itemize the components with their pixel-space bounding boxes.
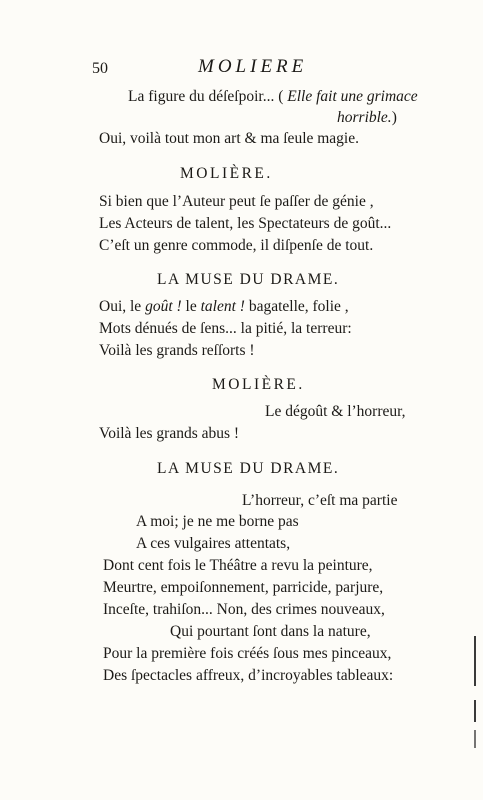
verse-line-1: [128, 89, 418, 105]
verse-line-3: Oui, voilà tout mon art & ma ſeule magie.: [99, 130, 359, 147]
speaker-heading: LA MUSE DU DRAME.: [157, 460, 340, 477]
page-edge-mark: [474, 730, 476, 748]
emphasis-text: goût !: [145, 298, 182, 315]
verse-line-14: A ces vulgaires attentats,: [136, 535, 291, 552]
verse-line-8: Mots dénués de ſens... la pitié, la terreur:: [99, 320, 352, 337]
verse-line-16: Meurtre, empoiſonnement, parricide, parjure,: [103, 579, 384, 596]
verse-line-20: Des ſpectacles affreux, d’incroyables tableaux:: [103, 667, 394, 684]
verse-line-10: Le dégoût & l’horreur,: [265, 403, 406, 420]
page-number: 50: [92, 60, 108, 77]
stage-direction: Elle fait une grimace: [287, 88, 418, 105]
page-edge-mark: [474, 700, 476, 722]
verse-text: bagatelle, folie ,: [248, 298, 349, 315]
speaker-heading: MOLIÈRE.: [180, 165, 273, 182]
verse-line-17: Inceſte, trahiſon... Non, des crimes nouveaux,: [103, 601, 385, 618]
verse-line-18: Qui pourtant ſont dans la nature,: [170, 623, 371, 640]
speaker-heading: MOLIÈRE.: [212, 376, 305, 393]
emphasis-text: talent !: [200, 298, 245, 315]
stage-direction-line: [337, 110, 397, 126]
verse-line-11: Voilà les grands abus !: [99, 425, 240, 442]
verse-line-4: Si bien que l’Auteur peut ſe paſſer de génie ,: [99, 193, 374, 210]
stage-direction-close: ): [391, 109, 397, 126]
running-head: MOLIERE: [198, 56, 308, 77]
verse-line-6: C’eſt un genre commode, il diſpenſe de tout.: [99, 237, 374, 254]
verse-text: Oui, le: [99, 298, 142, 315]
verse-text: La figure du déſeſpoir... (: [128, 88, 284, 105]
verse-line-19: Pour la première fois créés ſous mes pinceaux,: [103, 645, 392, 662]
verse-line-15: Dont cent fois le Théâtre a revu la peinture,: [103, 557, 373, 574]
verse-line-5: Les Acteurs de talent, les Spectateurs de goût...: [99, 215, 392, 232]
page-edge-mark: [474, 636, 476, 686]
verse-line-7: [99, 299, 349, 315]
verse-text: le: [185, 298, 197, 315]
speaker-heading: LA MUSE DU DRAME.: [157, 271, 340, 288]
stage-direction: horrible.: [337, 109, 392, 126]
verse-line-13: A moi; je ne me borne pas: [136, 513, 299, 530]
verse-line-12: L’horreur, c’eſt ma partie: [242, 492, 398, 509]
verse-line-9: Voilà les grands reſſorts !: [99, 342, 255, 359]
